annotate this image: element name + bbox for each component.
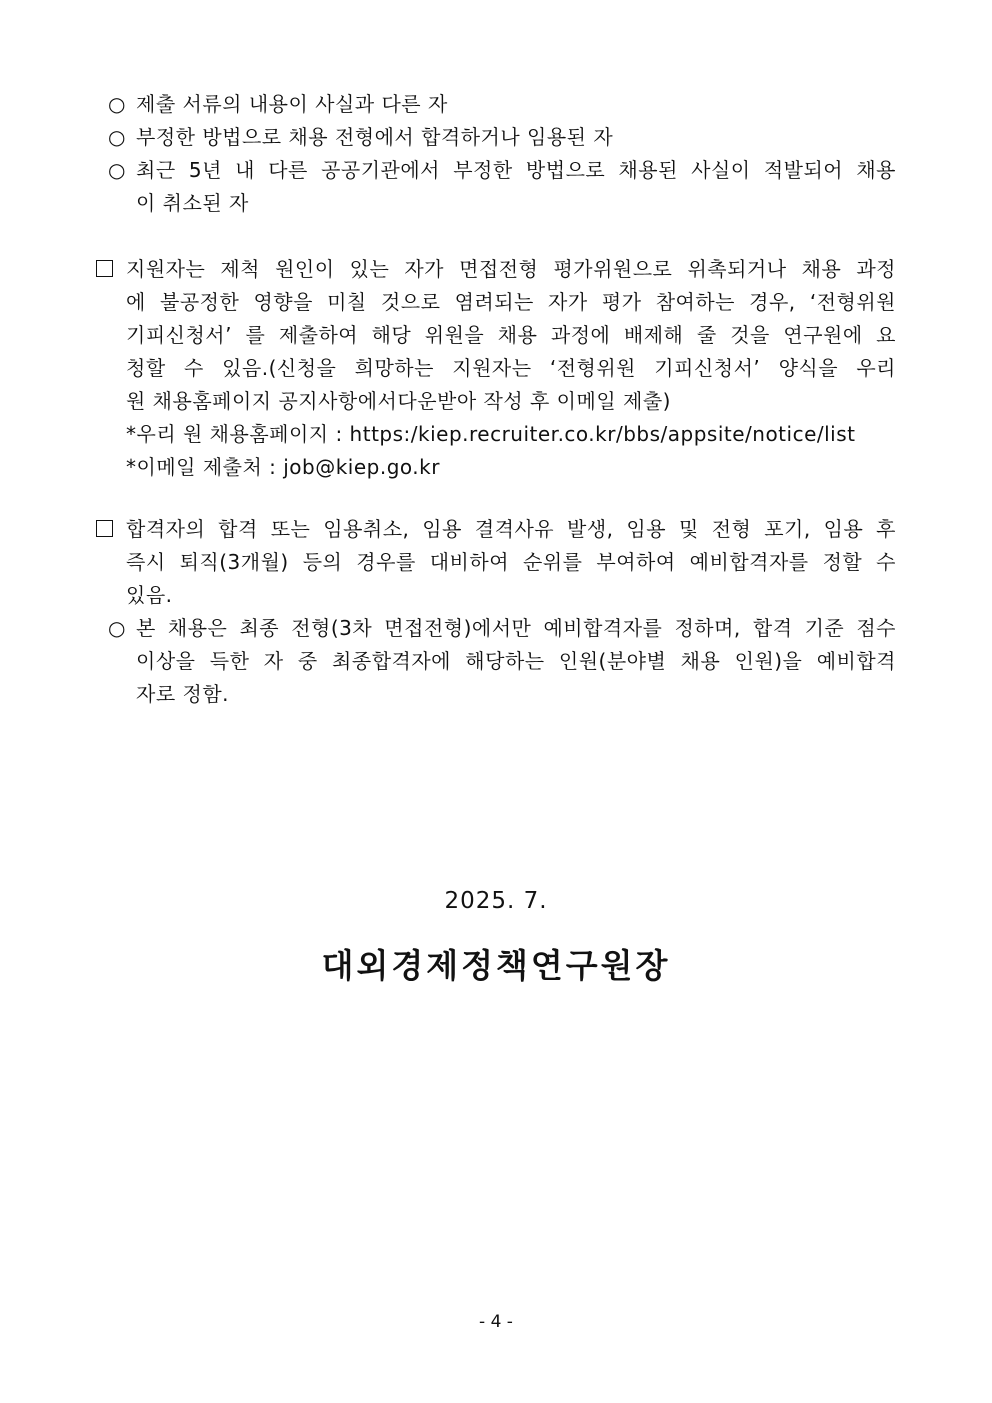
reserve-sub-line-1: 본 채용은 최종 전형(3차 면접전형)에서만 예비합격자를 정하며, 합격 기준 점수 (136, 616, 896, 640)
bullet-circle: ○ (108, 92, 126, 116)
reserve-paragraph-line-1: 합격자의 합격 또는 임용취소, 임용 결격사유 발생, 임용 및 전형 포기, 임용 후 (126, 517, 896, 541)
recusal-paragraph-line-5: 원 채용홈페이지 공지사항에서다운받아 작성 후 이메일 제출) (126, 389, 671, 413)
recusal-paragraph-line-4: 청할 수 있음.(신청을 희망하는 지원자는 ‘전형위원 기피신청서’ 양식을 우리 (126, 356, 896, 380)
reserve-sub-line-3: 자로 정함. (136, 682, 229, 706)
disqualification-item-2: 부정한 방법으로 채용 전형에서 합격하거나 임용된 자 (136, 125, 614, 149)
checkbox-square-icon (96, 260, 113, 277)
bullet-circle: ○ (108, 158, 126, 182)
recusal-paragraph-line-3: 기피신청서’ 를 제출하여 해당 위원을 채용 과정에 배제해 줄 것을 연구원에 요 (126, 323, 896, 347)
homepage-note: *우리 원 채용홈페이지 : https:/kiep.recruiter.co.kr/bbs/appsite/notice/list (126, 422, 856, 446)
recusal-paragraph-line-1: 지원자는 제척 원인이 있는 자가 면접전형 평가위원으로 위촉되거나 채용 과정 (126, 257, 896, 281)
disqualification-item-1: 제출 서류의 내용이 사실과 다른 자 (136, 92, 448, 116)
disqualification-item-3-line-1: 최근 5년 내 다른 공공기관에서 부정한 방법으로 채용된 사실이 적발되어 채용 (136, 158, 896, 182)
reserve-paragraph-line-3: 있음. (126, 583, 173, 607)
email-note: *이메일 제출처 : job@kiep.go.kr (126, 455, 440, 479)
recusal-paragraph-line-2: 에 불공정한 영향을 미칠 것으로 염려되는 자가 평가 참여하는 경우, ‘전형위원 (126, 290, 896, 314)
disqualification-item-3-line-2: 이 취소된 자 (136, 191, 249, 215)
checkbox-square-icon (96, 520, 113, 537)
reserve-paragraph-line-2: 즉시 퇴직(3개월) 등의 경우를 대비하여 순위를 부여하여 예비합격자를 정할 수 (126, 550, 896, 574)
issuing-organization: 대외경제정책연구원장 (321, 946, 671, 985)
bullet-circle: ○ (108, 125, 126, 149)
page-number: - 4 - (479, 1312, 513, 1332)
document-date: 2025. 7. (444, 888, 548, 914)
bullet-circle: ○ (108, 616, 126, 640)
reserve-sub-line-2: 이상을 득한 자 중 최종합격자에 해당하는 인원(분야별 채용 인원)을 예비합격 (136, 649, 896, 673)
